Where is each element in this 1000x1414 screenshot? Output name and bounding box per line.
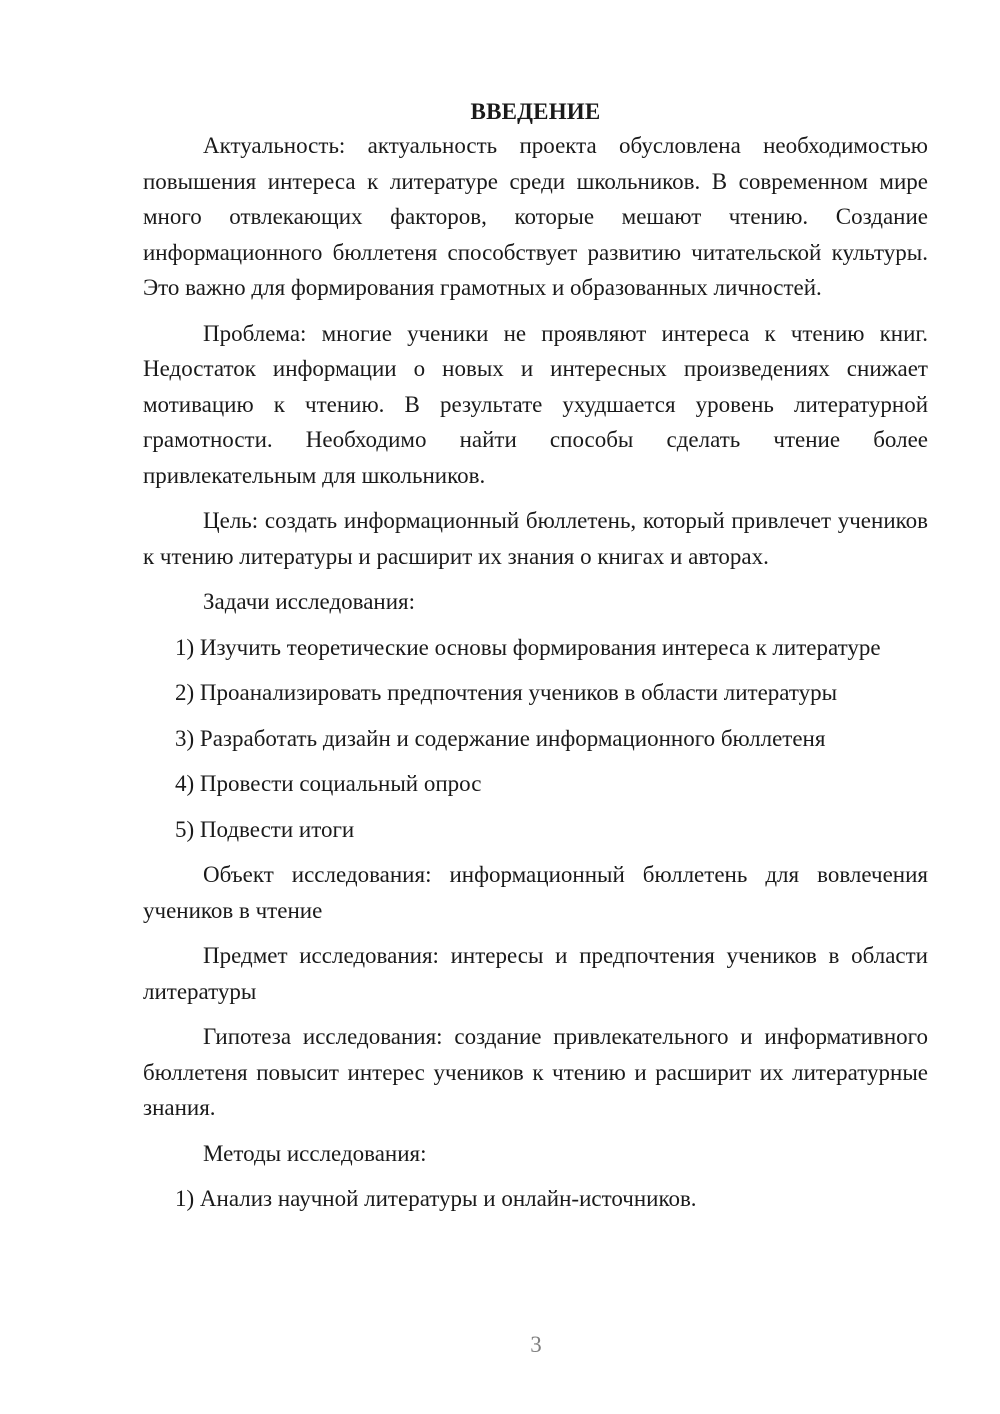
object-paragraph: Объект исследования: информационный бюллетень для вовлечения учеников в чтение xyxy=(143,862,928,923)
task-item: 5) Подвести итоги xyxy=(175,816,355,842)
task-item: 1) Изучить теоретические основы формирования интереса к литературе xyxy=(175,634,881,660)
section-title: ВВЕДЕНИЕ xyxy=(470,99,601,124)
task-item: 2) Проанализировать предпочтения учеников в области литературы xyxy=(175,680,838,705)
problem-paragraph: Проблема: многие ученики не проявляют интереса к чтению книг. Недостаток информации о новых и интересных произведениях снижает мотивацию к чтению. В результате ухудшается уровень литературной грамотности. Необходимо найти способы сделать чтение более привлекательным для школьников. xyxy=(143,320,928,488)
hypothesis-paragraph: Гипотеза исследования: создание привлекательного и информативного бюллетеня повысит интерес учеников к чтению и расширит их литературные знания. xyxy=(143,1024,928,1120)
task-item: 4) Провести социальный опрос xyxy=(175,771,482,796)
subject-paragraph: Предмет исследования: интересы и предпочтения учеников в области литературы xyxy=(143,943,928,1004)
document-page xyxy=(143,94,928,1227)
method-item: 1) Анализ научной литературы и онлайн-источников. xyxy=(175,1186,697,1211)
tasks-heading: Задачи исследования: xyxy=(203,589,416,614)
relevance-paragraph: Актуальность: актуальность проекта обусловлена необходимостью повышения интереса к литературе среди школьников. В современном мире много отвлекающих факторов, которые мешают чтению. Создание информационного бюллетеня способствует развитию читательской культуры. Это важно для формирования грамотных и образованных личностей. xyxy=(143,133,928,300)
goal-paragraph: Цель: создать информационный бюллетень, который привлечет учеников к чтению литературы и расширит их знания о книгах и авторах. xyxy=(143,508,928,569)
page-number: 3 xyxy=(530,1332,542,1357)
methods-heading: Методы исследования: xyxy=(203,1140,427,1166)
task-item: 3) Разработать дизайн и содержание информационного бюллетеня xyxy=(175,725,826,751)
